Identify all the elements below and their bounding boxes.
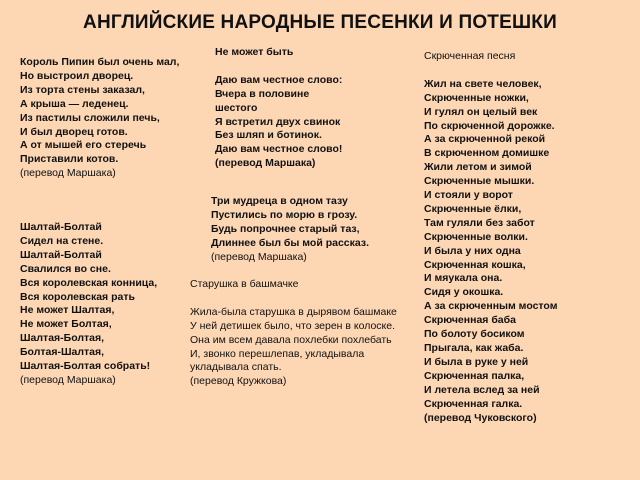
poem-line: Скрюченная кошка,	[424, 258, 526, 271]
poem-line: В скрюченном домишке	[424, 147, 550, 160]
poem-line: И была у них одна	[424, 244, 521, 257]
poem-line: Шалтай-Болтай	[20, 221, 102, 233]
poem-credit: (перевод Кружкова)	[190, 375, 287, 388]
poem-line: Скрюченная галка.	[424, 397, 523, 410]
poem-line: Не может Шалтая,	[20, 304, 115, 317]
poem-humpty-dumpty	[20, 221, 157, 388]
poem-line: Шалтай-Болтай	[20, 248, 102, 261]
poem-line: Даю вам честное слово!	[215, 143, 343, 156]
poem-line: Без шляп и ботинок.	[215, 129, 322, 142]
poem-line: По болоту босиком	[424, 328, 525, 341]
poem-line: Скрюченные ножки,	[424, 91, 529, 104]
poem-line: Три мудреца в одном тазу	[211, 195, 348, 207]
poem-line: Длиннее был бы мой рассказ.	[211, 236, 370, 249]
poem-line: И мяукала она.	[424, 272, 503, 285]
poem-line: Сидя у окошка.	[424, 286, 504, 299]
poem-line: А за скрюченной рекой	[424, 133, 546, 146]
poem-crooked-song	[424, 50, 557, 425]
poem-line: По скрюченной дорожке.	[424, 119, 555, 132]
poem-line: Шалтая-Болтая,	[20, 332, 105, 345]
poem-line: Из торта стены заказал,	[20, 83, 145, 96]
poem-line: Шалтая-Болтая собрать!	[20, 360, 151, 373]
poem-line: Не может Болтая,	[20, 318, 112, 331]
poem-line: Скрюченная баба	[424, 314, 516, 327]
poem-king-pipin	[20, 56, 179, 181]
stanza-gap	[215, 60, 342, 74]
poem-credit: (перевод Маршака)	[20, 167, 116, 180]
poem-line: И стояли у ворот	[424, 189, 513, 202]
poem-line: Скрюченные ёлки,	[424, 202, 522, 215]
poem-line: (перевод Маршака)	[215, 157, 316, 170]
poem-old-woman	[190, 278, 397, 389]
poem-line: Вся королевская рать	[20, 290, 135, 303]
stanza-gap	[190, 292, 397, 306]
poem-line: укладывала спать.	[190, 361, 282, 374]
poem-title: Скрюченная песня	[424, 50, 516, 62]
poem-line: И была в руке у ней	[424, 355, 529, 368]
poem-line: И гулял он целый век	[424, 105, 538, 118]
poem-line: А от мышей его стеречь	[20, 139, 147, 152]
poem-line: Болтая-Шалтая,	[20, 346, 105, 359]
poem-line: (перевод Чуковского)	[424, 411, 537, 424]
poem-line: У ней детишек было, что зерен в колоске.	[190, 319, 396, 332]
poem-line: И был дворец готов.	[20, 125, 128, 138]
poem-line: Сидел на стене.	[20, 234, 104, 247]
poem-line: Даю вам честное слово:	[215, 73, 343, 86]
poem-line: Вся королевская конница,	[20, 276, 158, 289]
poem-title: Старушка в башмачке	[190, 278, 299, 290]
stanza-gap	[424, 64, 557, 78]
poem-line: Вчера в половине	[215, 87, 310, 100]
poem-line: А за скрюченным мостом	[424, 300, 558, 313]
poem-line: Будь попрочнее старый таз,	[211, 222, 360, 235]
poem-line: И летела вслед за ней	[424, 383, 540, 396]
poem-title: Не может быть	[215, 46, 294, 58]
poem-line: Жил на свете человек,	[424, 77, 542, 90]
poem-line: Скрюченные волки.	[424, 230, 528, 243]
poem-credit: (перевод Маршака)	[20, 373, 116, 386]
poem-not-possible	[215, 46, 342, 171]
poem-line: И, звонко перешлепав, укладывала	[190, 347, 365, 360]
poem-three-sages	[211, 195, 369, 265]
page-title: АНГЛИЙСКИЕ НАРОДНЫЕ ПЕСЕНКИ И ПОТЕШКИ	[83, 12, 557, 33]
poem-line: Она им всем давала похлебки похлебать	[190, 333, 392, 346]
poem-line: Жили летом и зимой	[424, 161, 532, 174]
poem-line: Король Пипин был очень мал,	[20, 56, 180, 68]
poem-line: Но выстроил дворец.	[20, 69, 134, 82]
poem-line: Прыгала, как жаба.	[424, 342, 524, 355]
poem-credit: (перевод Маршака)	[211, 250, 307, 263]
poem-line: Пустились по морю в грозу.	[211, 208, 358, 221]
poem-line: Скрюченные мышки.	[424, 175, 535, 188]
poem-line: шестого	[215, 101, 258, 114]
poem-line: Жила-была старушка в дырявом башмаке	[190, 305, 397, 318]
poem-line: Я встретил двух свинок	[215, 115, 341, 128]
poem-line: Там гуляли без забот	[424, 216, 535, 229]
poem-line: А крыша — леденец.	[20, 97, 129, 110]
poem-line: Скрюченная палка,	[424, 369, 525, 382]
poem-line: Из пастилы сложили печь,	[20, 111, 160, 124]
poem-line: Приставили котов.	[20, 153, 119, 166]
poem-line: Свалился во сне.	[20, 262, 111, 275]
